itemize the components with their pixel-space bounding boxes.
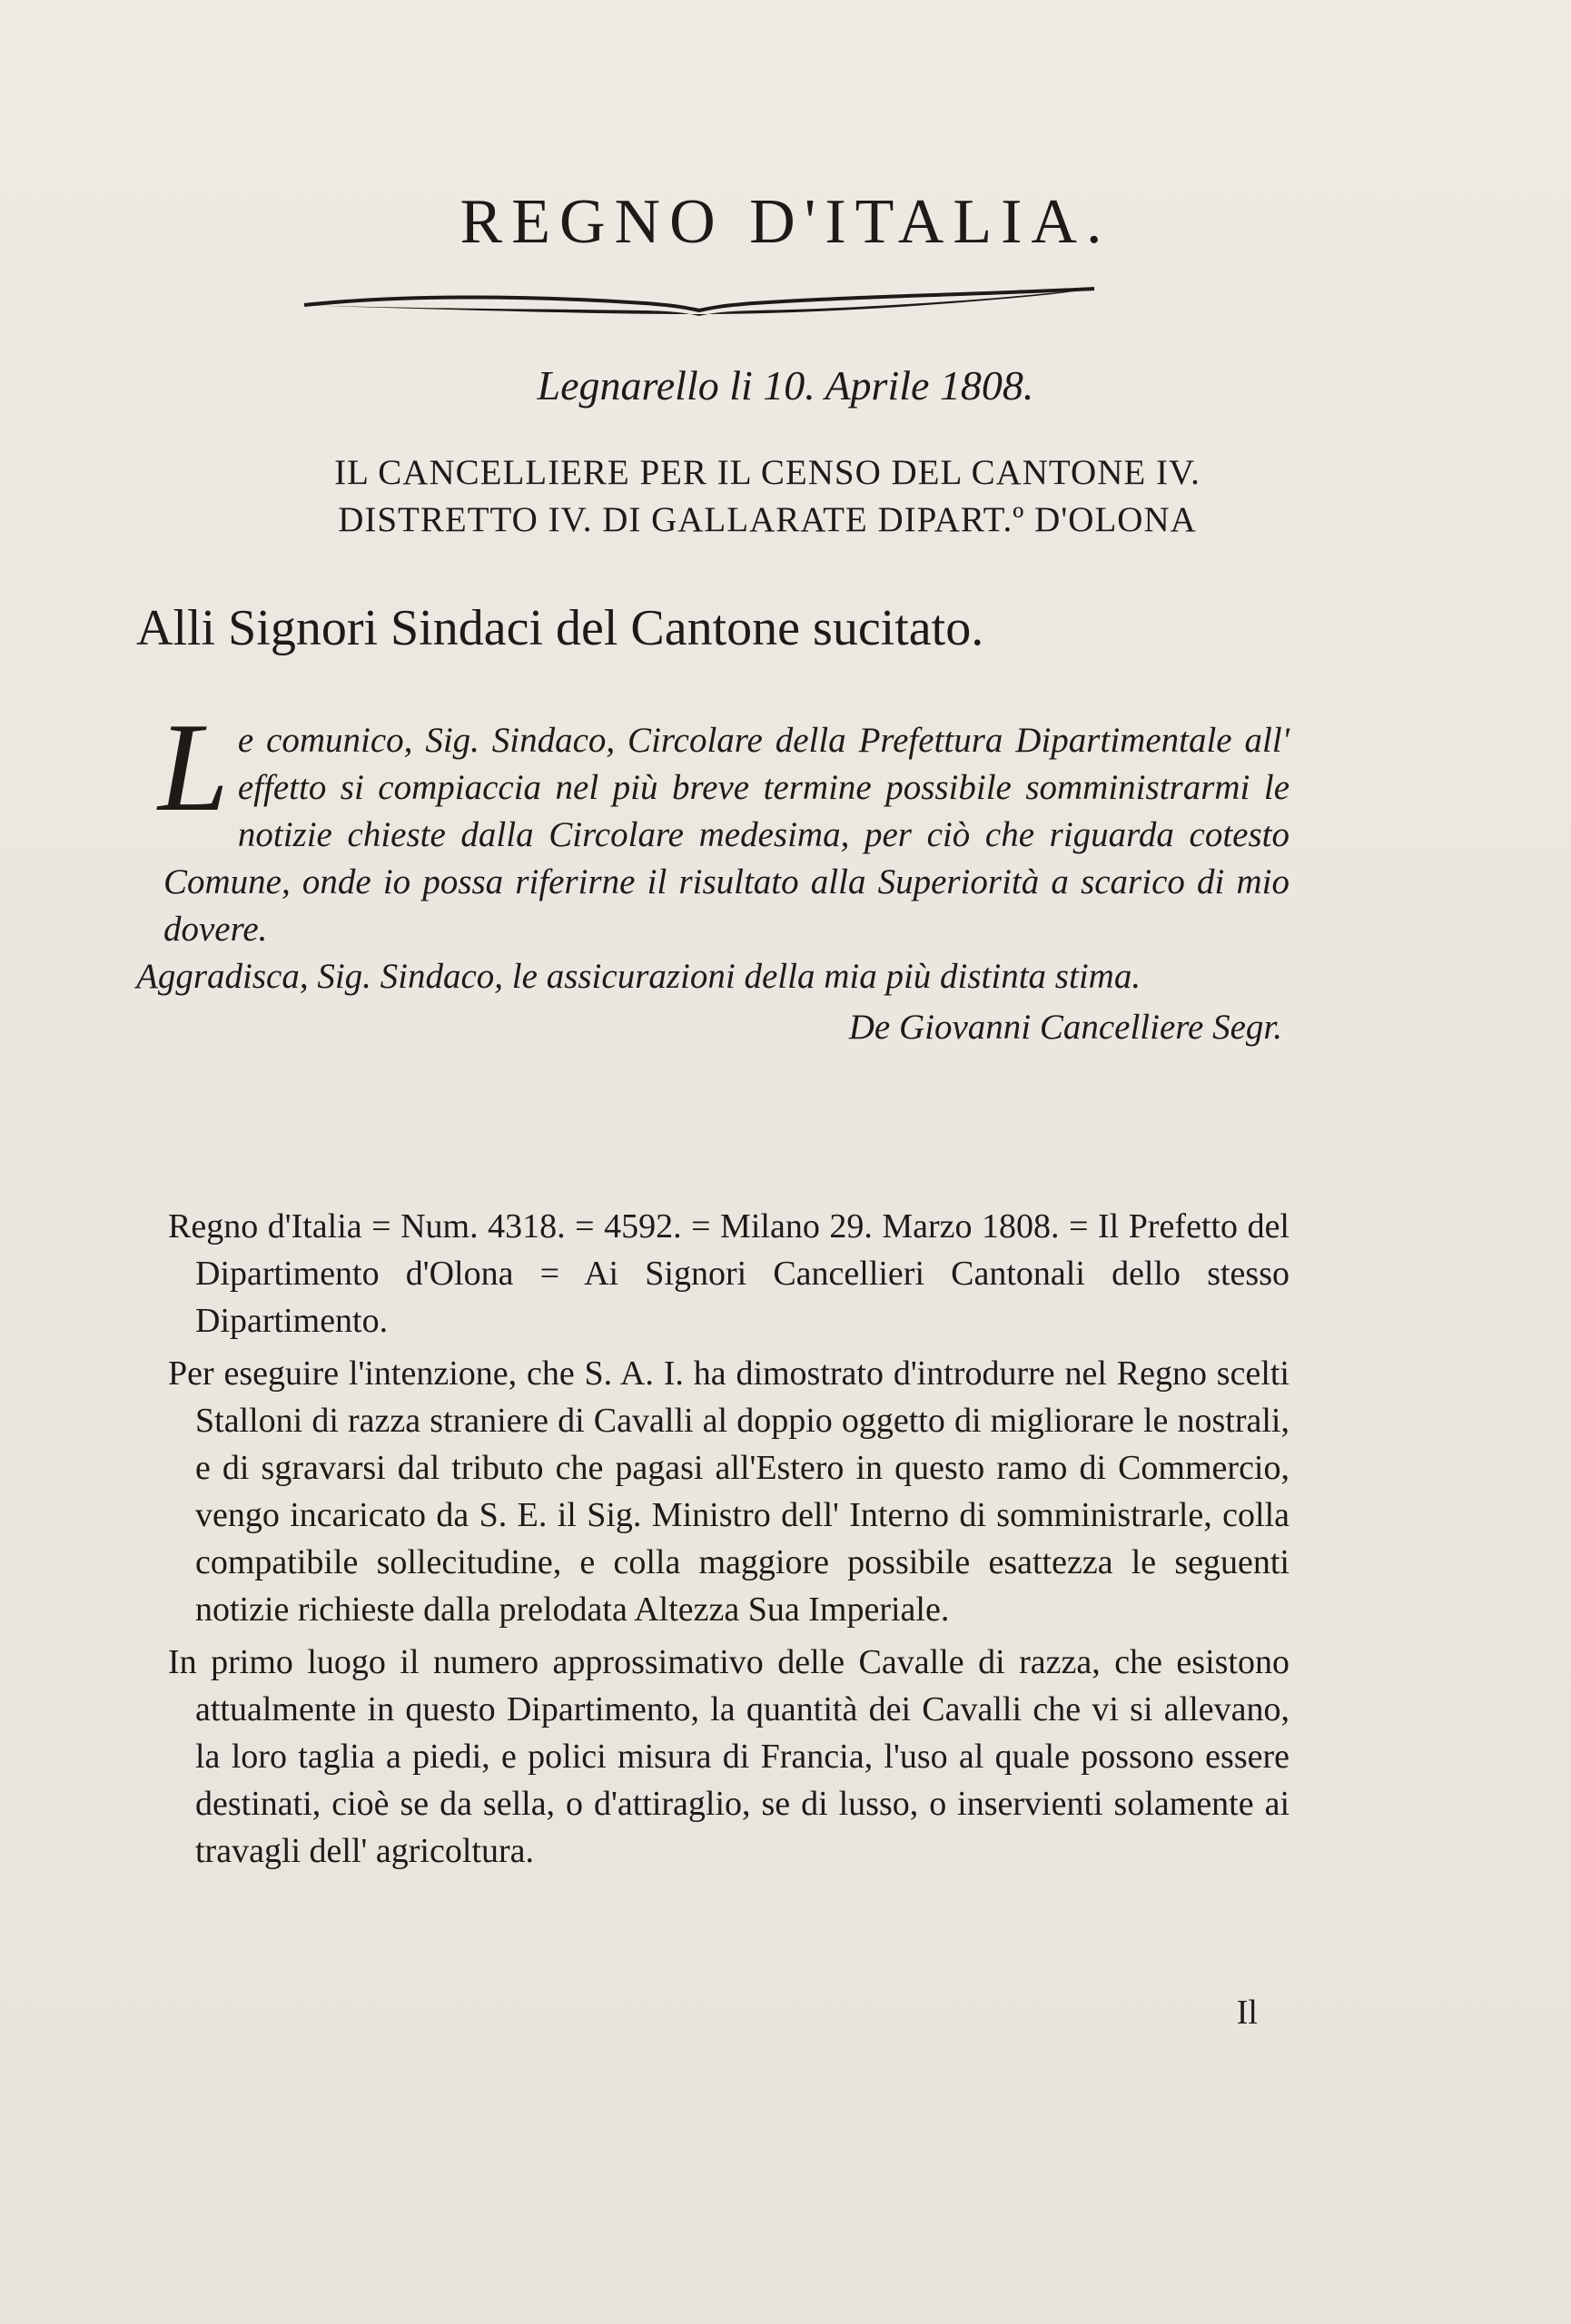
addressee-heading: Alli Signori Sindaci del Cantone sucitato. (136, 600, 984, 656)
circular-paragraph-2: Per eseguire l'intenzione, che S. A. I. ha dimostrato d'introdurre nel Regno scelti Stalloni di razza straniere di Cavalli al doppio oggetto di migliorare le nostrali, e di sgravarsi dal tributo che pagasi all'Estero in questo ramo di Commercio, vengo incaricato da S. E. il Sig. Ministro dell' Interno di somministrarle, colla compatibile sollecitudine, e colla maggiore possibile esattezza le seguenti notizie richieste dalla prelodata Altezza Sua Imperiale. (168, 1354, 1289, 1629)
issuer-heading (159, 449, 1376, 544)
letter-body (136, 697, 1289, 1051)
drop-cap: L (158, 697, 229, 838)
circular-paragraph-1: Regno d'Italia = Num. 4318. = 4592. = Milano 29. Marzo 1808. = Il Prefetto del Dipartimento d'Olona = Ai Signori Cancellieri Cantonali dello stesso Dipartimento. (168, 1207, 1289, 1340)
letter-text: e comunico, Sig. Sindaco, Circolare della Prefettura Dipartimentale all' effetto si compiaccia nel più breve termine possibile somministrarmi le notizie chieste dalla Circolare medesima, per ciò che riguarda cotesto Comune, onde io possa riferirne il risultato alla Superiorità a scarico di mio dovere. (163, 721, 1289, 949)
prefect-circular (168, 1203, 1289, 1880)
circular-paragraph-3: In primo luogo il numero approssimativo delle Cavalle di razza, che esistono attualmente in questo Dipartimento, la quantità dei Cavalli che vi si allevano, la loro taglia a piedi, e polici misura di Francia, l'uso al quale possono essere destinati, cioè se da sella, o d'attiraglio, se di lusso, o inservienti solamente ai travagli dell' agricoltura. (168, 1643, 1289, 1870)
ornamental-rule (300, 272, 1099, 327)
place-date-line: Legnarello li 10. Aprile 1808. (537, 362, 1034, 409)
issuer-line-2: DISTRETTO IV. DI GALLARATE DIPART.º D'OLONA (338, 500, 1197, 539)
letter-regards: Aggradisca, Sig. Sindaco, le assicurazioni della mia più distinta stima. (136, 957, 1141, 996)
document-title: REGNO D'ITALIA. (459, 187, 1112, 257)
catchword: Il (1236, 1994, 1258, 2032)
issuer-line-1: IL CANCELLIERE PER IL CENSO DEL CANTONE IV. (334, 453, 1200, 492)
letter-signature: De Giovanni Cancelliere Segr. (848, 1008, 1282, 1047)
